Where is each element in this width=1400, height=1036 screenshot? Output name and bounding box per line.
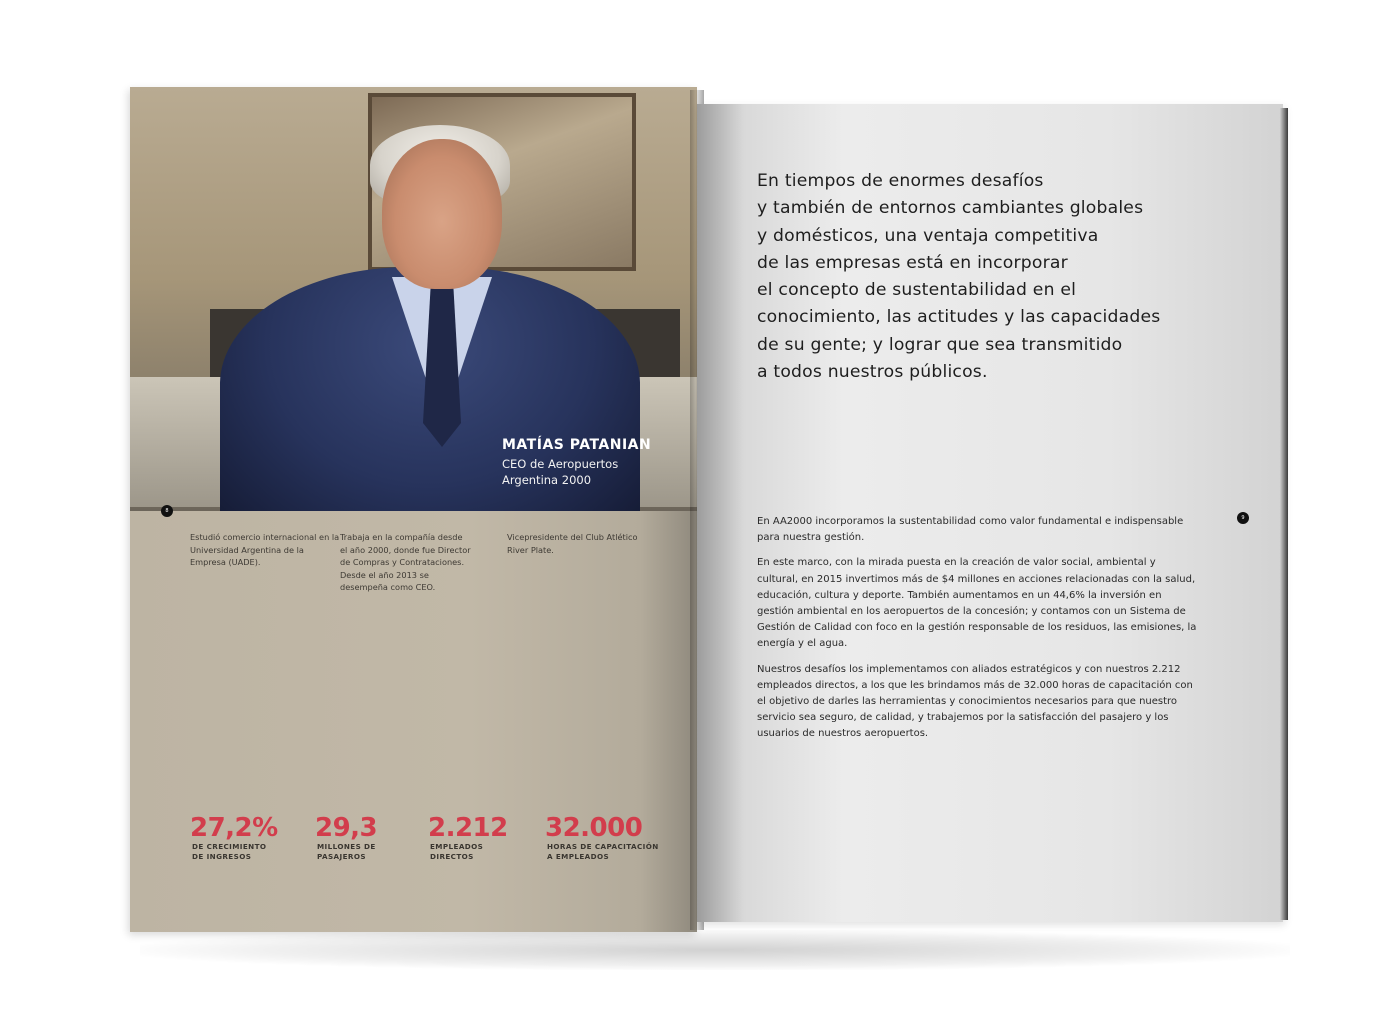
paragraph-2: En este marco, con la mirada puesta en la creación de valor social, ambiental y cultural, en 2015 invertimos más de $4 millones en acciones relacionadas con la salud, educación, cultura y deporte. También aumentamos en un 44,6% la inversión en gestión ambiental en los aeropuertos de la concesión; y contamos con un Sistema de Gestión de Calidad con foco en la gestión responsable de los residuos, las emisiones, la energía y el agua.	[757, 557, 1197, 650]
right-page	[697, 104, 1283, 922]
page-stack-edge	[1280, 108, 1288, 920]
caption-role-line1: CEO de Aeropuertos	[502, 457, 619, 471]
book-shadow	[140, 930, 1290, 970]
bio-column-1: Estudió comercio internacional en la Universidad Argentina de la Empresa (UADE).	[190, 532, 340, 567]
stat-value: 29,3	[315, 813, 378, 843]
stat-training-hours	[545, 814, 667, 862]
stat-value: 32.000	[545, 813, 643, 843]
paragraph-1: En AA2000 incorporamos la sustentabilidad como valor fundamental e indispensable para nuestra gestión.	[757, 516, 1184, 544]
caption-role	[502, 456, 622, 488]
pull-quote	[757, 168, 1237, 386]
caption-name: MATÍAS PATANIAN	[502, 437, 652, 453]
quote-line: de las empresas está en incorporar	[757, 252, 1068, 273]
stat-employees	[428, 814, 508, 862]
quote-line: y también de entornos cambiantes globales	[757, 198, 1144, 219]
caption-role-line2: Argentina 2000	[502, 473, 592, 487]
bio-column-3: Vicepresidente del Club Atlético River Plate.	[507, 532, 638, 555]
ceo-portrait-photo	[130, 87, 697, 511]
page-number-right: 9	[1237, 512, 1249, 524]
stat-label: HORAS DE CAPACITACIÓN A EMPLEADOS	[547, 842, 659, 861]
stat-value: 2.212	[428, 813, 508, 843]
quote-line: de su gente; y lograr que sea transmitido	[757, 334, 1123, 355]
bio-column-2: Trabaja en la compañía desde el año 2000, donde fue Director de Compras y Contrataciones. Desde el año 2013 se desempeña como CEO.	[340, 532, 471, 592]
left-page	[130, 87, 697, 932]
quote-line: y domésticos, una ventaja competitiva	[757, 225, 1099, 246]
quote-line: En tiempos de enormes desafíos	[757, 171, 1044, 191]
quote-line: a todos nuestros públicos.	[757, 362, 988, 383]
page-number-left: 8	[161, 505, 173, 517]
paragraph-3: Nuestros desafíos los implementamos con aliados estratégicos y con nuestros 2.212 empleados directos, a los que les brindamos más de 32.000 horas de capacitación con el objetivo de darles las herramientas y conocimientos necesarios para que nuestro servicio sea seguro, de calidad, y trabajemos por la satisfacción del pasajero y los usuarios de nuestros aeropuertos.	[757, 663, 1193, 740]
quote-line: conocimiento, las actitudes y las capacidades	[757, 307, 1161, 328]
portrait-face	[382, 139, 502, 289]
stat-value: 27,2%	[190, 813, 278, 843]
quote-line: el concepto de sustentabilidad en el	[757, 280, 1077, 301]
stat-revenue-growth	[190, 814, 278, 862]
stat-label: EMPLEADOS DIRECTOS	[430, 842, 484, 861]
stat-label: DE CRECIMIENTO DE INGRESOS	[192, 842, 267, 861]
body-text	[757, 514, 1197, 752]
stat-label: MILLONES DE PASAJEROS	[317, 842, 376, 861]
stat-passengers	[315, 814, 397, 862]
